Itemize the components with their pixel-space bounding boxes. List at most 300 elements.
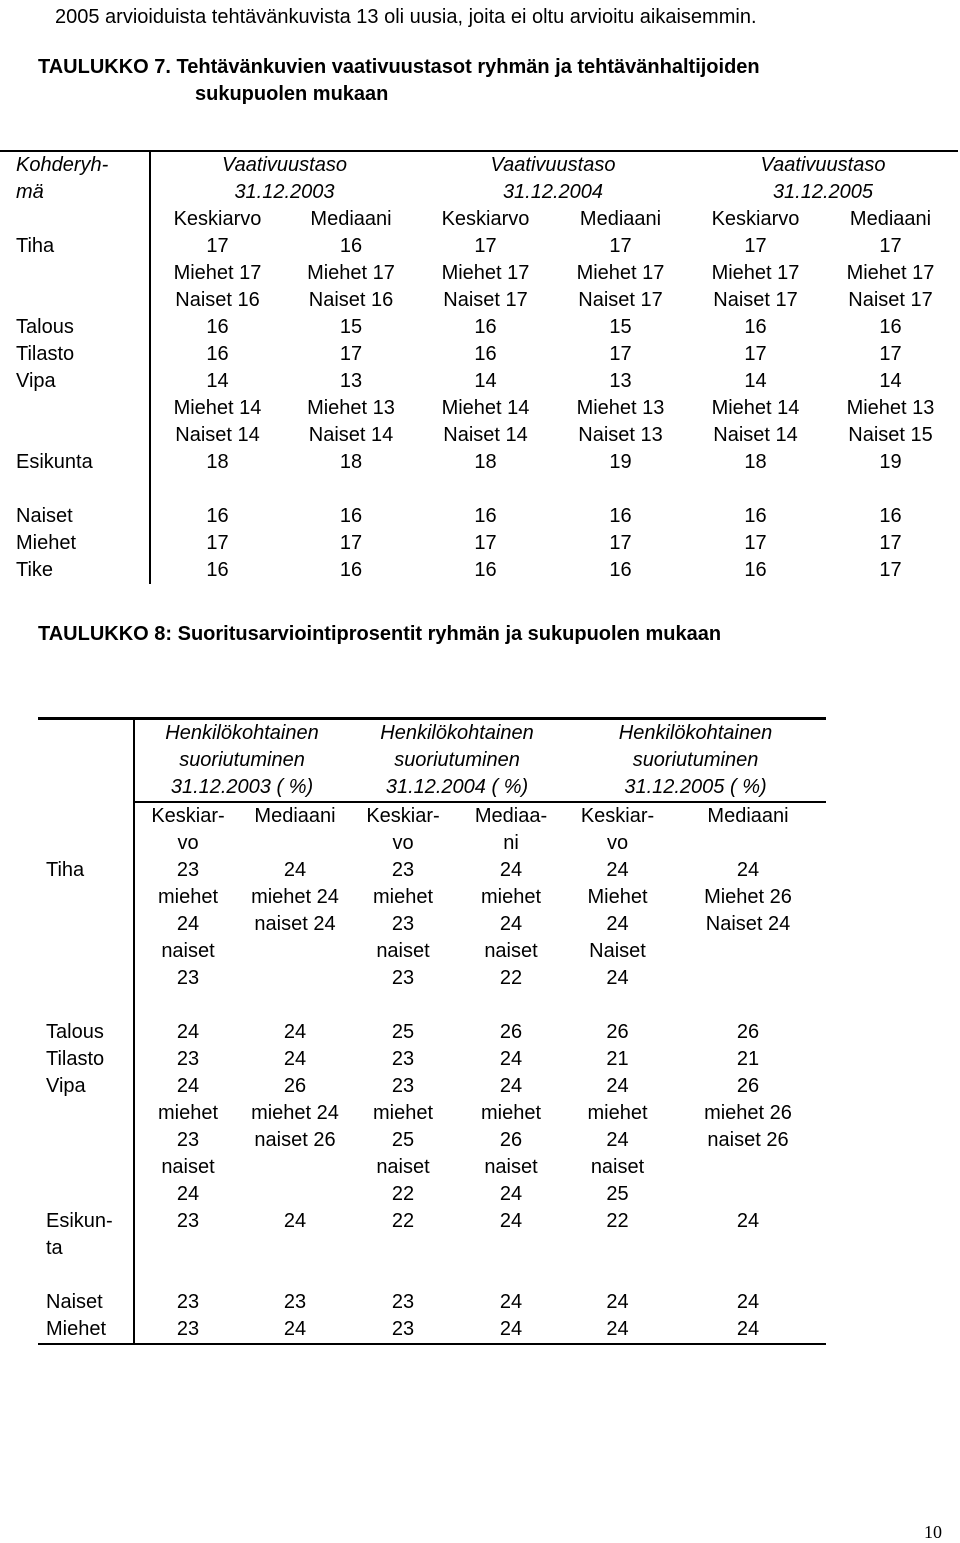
table8-row [38, 1235, 826, 1262]
table8-cell: naiset [484, 1156, 538, 1178]
table7-cell: 16 [339, 559, 363, 581]
table8-row-label [38, 1127, 134, 1154]
table7-col-header: Keskiarvo [173, 208, 262, 230]
table7-row-label: Tilasto [0, 341, 150, 368]
table8-row [38, 1289, 826, 1316]
table7-cell: Naiset 17 [578, 289, 663, 311]
table7-period-date: 31.12.2004 [502, 181, 604, 203]
table7-cell: Miehet 14 [711, 397, 800, 419]
table7-caption [38, 54, 918, 108]
table8-cell: 23 [176, 967, 200, 989]
table8-cell: 24 [283, 1210, 307, 1232]
table8-cell [241, 992, 349, 1019]
table8-empty-label [38, 802, 134, 830]
table7-cell [553, 476, 688, 503]
table7-cell: 17 [879, 532, 902, 554]
table7-cell: 18 [339, 451, 363, 473]
table8-cell [457, 1262, 565, 1289]
table7-cell: Miehet 17 [307, 262, 395, 284]
table7-period-date: 31.12.2005 [772, 181, 874, 203]
table7-cell: 16 [339, 505, 363, 527]
table8-col-header [670, 830, 826, 857]
table8-cell [349, 1262, 457, 1289]
table8-cell: 25 [606, 1183, 629, 1205]
table8-row [38, 992, 826, 1019]
table8-cell: 26 [736, 1075, 760, 1097]
table8-period-label: suoriutuminen [632, 749, 759, 771]
table8-row [38, 1262, 826, 1289]
table8-cell: 25 [391, 1021, 415, 1043]
table8-cell [670, 938, 826, 965]
table7-cell: 16 [206, 316, 229, 338]
table8-cell [670, 1235, 826, 1262]
table8-row-label [38, 884, 134, 911]
table7-cell: 18 [744, 451, 767, 473]
table8-cell: miehet [587, 1102, 648, 1124]
table7-row [0, 557, 958, 584]
table8-cell: 22 [391, 1210, 415, 1232]
table7-group-header-cont: mä [0, 179, 150, 206]
table8-cell: miehet 24 [251, 1102, 339, 1124]
table8-cell: 22 [499, 967, 523, 989]
table7-cell: Naiset 15 [848, 424, 933, 446]
table8-row [38, 857, 826, 884]
table7-cell: Miehet 17 [441, 262, 530, 284]
table7-cell: 16 [879, 505, 902, 527]
table7-row-label [0, 422, 150, 449]
table8-cell: naiset [376, 1156, 430, 1178]
table8-cell: miehet 26 [704, 1102, 792, 1124]
table8-caption: TAULUKKO 8: Suoritusarviointiprosentit ryhmän ja sukupuolen mukaan [38, 623, 722, 645]
table7-period-label: Vaativuustaso [490, 154, 616, 176]
table8-col-header: vo [177, 832, 199, 854]
table7-header-row-2 [0, 179, 958, 206]
table8-cell [565, 992, 670, 1019]
table8-cell [241, 1262, 349, 1289]
table7-cell: 17 [609, 235, 632, 257]
table7-cell: 16 [744, 505, 767, 527]
table7-row [0, 260, 958, 287]
table7-cell: 19 [609, 451, 632, 473]
table8-cell: 26 [499, 1021, 523, 1043]
table8-row [38, 1100, 826, 1127]
table8-row [38, 1073, 826, 1100]
table8-period-label: Henkilökohtainen [618, 722, 773, 744]
table7-cell: 16 [206, 559, 229, 581]
table8-cell [134, 1235, 241, 1262]
table8-col-header: vo [392, 832, 414, 854]
table8-row-label [38, 1181, 134, 1208]
table8-cell: 23 [391, 1048, 415, 1070]
table8-cell: 24 [670, 1316, 826, 1344]
table7-cell: 17 [474, 235, 497, 257]
intro-paragraph: 2005 arvioiduista tehtävänkuvista 13 oli uusia, joita ei oltu arvioitu aikaisemmin. [55, 6, 757, 28]
table7-cell: 17 [339, 343, 363, 365]
table8-cell [241, 1235, 349, 1262]
table8-row [38, 1046, 826, 1073]
table8-cell: 24 [457, 1316, 565, 1344]
table7-cell: 17 [206, 235, 229, 257]
table7-row [0, 503, 958, 530]
table8-cell [670, 1154, 826, 1181]
table8-cell: 24 [736, 1210, 760, 1232]
table7-row-label [0, 260, 150, 287]
table8-cell: 22 [606, 1210, 629, 1232]
table8-cell: 24 [283, 859, 307, 881]
table7-header-row-1 [0, 151, 958, 179]
table8-row-label [38, 938, 134, 965]
table7-cell: 16 [339, 235, 363, 257]
table7-cell: 16 [744, 559, 767, 581]
table7-row [0, 395, 958, 422]
table7-cell: Naiset 14 [175, 424, 260, 446]
table7-cell: 17 [339, 532, 363, 554]
table7 [0, 150, 958, 584]
table8-cell: naiset 26 [254, 1129, 336, 1151]
table8-cell: miehet [480, 886, 542, 908]
table7-cell: 16 [474, 505, 497, 527]
table7-cell: Miehet 14 [173, 397, 262, 419]
table8-cell: naiset 26 [707, 1129, 789, 1151]
table8-cell: 24 [176, 1183, 200, 1205]
table7-row [0, 368, 958, 395]
table8-cell [670, 992, 826, 1019]
table8-cell: miehet [157, 886, 219, 908]
table8-cell: Naiset [589, 940, 646, 962]
table8-cell: naiset [484, 940, 538, 962]
table8-cell [565, 1235, 670, 1262]
table8-cell: 24 [283, 1048, 307, 1070]
table8-empty-label [38, 830, 134, 857]
table8-cell: 26 [606, 1021, 629, 1043]
table8-cell: 24 [176, 1075, 200, 1097]
table8-col-header: ni [503, 832, 519, 854]
table8-cell: Miehet [587, 886, 648, 908]
table7-row [0, 233, 958, 260]
table7-cell: 15 [339, 316, 363, 338]
table7-cell: 16 [474, 559, 497, 581]
table7-cell: 17 [744, 532, 767, 554]
table8-cell [241, 965, 349, 992]
table8-cell: 24 [499, 1048, 523, 1070]
table7-row [0, 476, 958, 503]
table8-row [38, 938, 826, 965]
table8-cell: miehet [157, 1102, 219, 1124]
table7-cell: Miehet 17 [846, 262, 935, 284]
table8-cell: 24 [499, 1291, 523, 1313]
table7-row [0, 422, 958, 449]
table8-cell [457, 992, 565, 1019]
table8-cell: miehet [372, 1102, 434, 1124]
table7-cell: 13 [339, 370, 363, 392]
table8-cell: 24 [565, 1316, 670, 1344]
table7-cell: 19 [879, 451, 902, 473]
table7-cell: 17 [744, 235, 767, 257]
table8-cell [349, 992, 457, 1019]
table8-row [38, 1019, 826, 1046]
table7-cell: 14 [206, 370, 229, 392]
table8-cell: Miehet 26 [704, 886, 792, 908]
table8-header-row-1 [38, 719, 826, 748]
table7-cell: 18 [474, 451, 497, 473]
table8-row [38, 965, 826, 992]
table7-row-label: Tike [0, 557, 150, 584]
table7-cell: 17 [879, 235, 902, 257]
table8-cell [670, 1181, 826, 1208]
table8-cell [134, 1262, 241, 1289]
table8-cell: 23 [176, 1291, 200, 1313]
table8-row-label: Tilasto [38, 1046, 134, 1073]
table8-cell [241, 1154, 349, 1181]
table7-cell: 14 [474, 370, 497, 392]
table7-cell [688, 476, 823, 503]
table7-cell: 17 [879, 559, 902, 581]
table7-cell: 16 [474, 316, 497, 338]
table8-cell: 24 [606, 967, 629, 989]
table8-col-header-row-1 [38, 802, 826, 830]
table7-cell: 17 [474, 532, 497, 554]
table7-col-header: Mediaani [310, 208, 392, 230]
table7-cell: Miehet 17 [576, 262, 665, 284]
table8-row-label [38, 1100, 134, 1127]
table8-cell: 21 [606, 1048, 629, 1070]
table8-cell: 21 [736, 1048, 760, 1070]
table7-cell: 17 [744, 343, 767, 365]
table8-col-header: Mediaa- [474, 805, 548, 827]
table8-cell: 23 [391, 1075, 415, 1097]
table8-cell: naiset 24 [254, 913, 336, 935]
table8-cell: Naiset 24 [705, 913, 791, 935]
table8-cell: 24 [176, 1021, 200, 1043]
table7-row [0, 287, 958, 314]
table7-col-header: Keskiarvo [711, 208, 800, 230]
table8-cell: 23 [391, 913, 415, 935]
table7-row [0, 449, 958, 476]
table8-row [38, 1127, 826, 1154]
table7-cell: 13 [609, 370, 632, 392]
table8-cell [670, 1262, 826, 1289]
table8-col-header: vo [606, 832, 629, 854]
table7-row-label: Talous [0, 314, 150, 341]
table7-cell: 16 [206, 343, 229, 365]
table8-row-label: Naiset [38, 1289, 134, 1316]
table8-cell: 23 [176, 1129, 200, 1151]
table7-cell: 17 [609, 532, 632, 554]
table8-row [38, 1208, 826, 1235]
table8-row-label: Vipa [38, 1073, 134, 1100]
page-number: 10 [924, 1522, 942, 1542]
table8-period-label: Henkilökohtainen [380, 722, 534, 744]
table8-row-label [38, 965, 134, 992]
table7-cell: Naiset 14 [308, 424, 394, 446]
table8-cell: miehet [372, 886, 434, 908]
table7-cell: 16 [744, 316, 767, 338]
table8-row-label [38, 1262, 134, 1289]
table8-row-label: Tiha [38, 857, 134, 884]
table8-cell: 24 [736, 859, 760, 881]
table8-cell: 24 [736, 1291, 760, 1313]
table8-cell: 24 [176, 913, 200, 935]
table8-cell: 23 [176, 859, 200, 881]
table8-row-label [38, 992, 134, 1019]
table7-cell: 17 [206, 532, 229, 554]
table7-empty-label [0, 206, 150, 233]
table7-cell: Naiset 14 [713, 424, 798, 446]
table8-empty-label [38, 774, 134, 802]
table7-cell: Naiset 14 [443, 424, 528, 446]
table7-row-label: Naiset [0, 503, 150, 530]
table8-row [38, 911, 826, 938]
table8-row-label: Talous [38, 1019, 134, 1046]
table8-cell: 24 [499, 1210, 523, 1232]
table8-cell: 24 [606, 1129, 629, 1151]
table8-cell [241, 1181, 349, 1208]
table7-cell: 16 [206, 505, 229, 527]
table8-row-label: Miehet [38, 1316, 134, 1344]
table7-cell: 14 [744, 370, 767, 392]
table8-col-header: Keskiar- [366, 805, 440, 827]
table8-col-header: Mediaani [707, 805, 789, 827]
table7-row [0, 314, 958, 341]
table7-cell [418, 476, 553, 503]
table8-row [38, 1181, 826, 1208]
table8-cell: 23 [283, 1291, 307, 1313]
table7-row-label [0, 476, 150, 503]
table8-cell: naiset [161, 1156, 215, 1178]
table7-cell: Naiset 13 [578, 424, 663, 446]
table7-cell: Naiset 17 [443, 289, 528, 311]
table8-cell: 24 [499, 1075, 523, 1097]
table8-cell: 24 [606, 859, 629, 881]
table8-row-label [38, 1154, 134, 1181]
table8-cell: 24 [499, 1183, 523, 1205]
table7-row-label: Miehet [0, 530, 150, 557]
table8-cell: 24 [499, 859, 523, 881]
table8-row [38, 1154, 826, 1181]
table7-cell: 16 [474, 343, 497, 365]
table7-cell: Naiset 17 [713, 289, 798, 311]
table8-cell: 23 [134, 1316, 241, 1344]
table8-cell: 23 [176, 1048, 200, 1070]
table7-col-header: Mediaani [579, 208, 662, 230]
table7-cell: Naiset 16 [308, 289, 394, 311]
table8-cell: 26 [736, 1021, 760, 1043]
table7-row-label: Vipa [0, 368, 150, 395]
table7-period-label: Vaativuustaso [222, 154, 347, 176]
table7-cell: 14 [879, 370, 902, 392]
table7-col-header: Keskiarvo [441, 208, 530, 230]
table7-cell: Miehet 17 [711, 262, 800, 284]
table7-cell: Miehet 13 [846, 397, 935, 419]
table8-col-header: Keskiar- [580, 805, 655, 827]
table7-period-date: 31.12.2003 [234, 181, 335, 203]
table7-row-label: Tiha [0, 233, 150, 260]
table7-cell: Naiset 16 [175, 289, 260, 311]
table7-cell: 17 [609, 343, 632, 365]
table8-col-header-row-2 [38, 830, 826, 857]
table8-cell: 23 [391, 1291, 415, 1313]
table8-empty-label [38, 747, 134, 774]
table8-period-label: suoriutuminen [179, 749, 305, 771]
table8-cell: 23 [349, 1316, 457, 1344]
table7-cell: Naiset 17 [848, 289, 933, 311]
table8-cell [565, 1262, 670, 1289]
table8-row-label: ta [38, 1235, 134, 1262]
table8-cell [457, 1235, 565, 1262]
table8-cell: naiset [161, 940, 215, 962]
table7-row [0, 530, 958, 557]
table8-header-row-2 [38, 747, 826, 774]
table7-row [0, 341, 958, 368]
table8-cell [134, 992, 241, 1019]
table7-row-label: Esikunta [0, 449, 150, 476]
table8-cell [241, 938, 349, 965]
table8-col-header: Keskiar- [151, 805, 225, 827]
table8-cell: 22 [391, 1183, 415, 1205]
table8-cell: 24 [606, 913, 629, 935]
table8-cell: 24 [241, 1316, 349, 1344]
table8-cell: 25 [391, 1129, 415, 1151]
table7-col-header: Mediaani [849, 208, 932, 230]
table7-cell: Miehet 13 [576, 397, 665, 419]
table8-cell [670, 965, 826, 992]
table7-cell: 16 [609, 559, 632, 581]
table7-cell: 16 [609, 505, 632, 527]
table8-period-date: 31.12.2004 ( %) [349, 774, 565, 802]
table7-cell [823, 476, 958, 503]
table7-row-label [0, 395, 150, 422]
table8-cell: 26 [283, 1075, 307, 1097]
table8-row-label: Esikun- [38, 1208, 134, 1235]
table8-cell: miehet 24 [251, 886, 339, 908]
table8-empty-label [38, 719, 134, 748]
table7-cell: 18 [206, 451, 229, 473]
table8 [38, 717, 826, 1345]
table7-group-header: Kohderyh- [0, 151, 150, 179]
table8-cell: miehet [480, 1102, 542, 1124]
table7-caption-line1: TAULUKKO 7. Tehtävänkuvien vaativuustasot ryhmän ja tehtävänhaltijoiden [38, 56, 760, 78]
table7-col-header-row [0, 206, 958, 233]
table8-cell: naiset [590, 1156, 645, 1178]
table7-cell: Miehet 13 [307, 397, 395, 419]
table8-header-row-3 [38, 774, 826, 802]
table8-cell: 23 [391, 859, 415, 881]
table8-period-date: 31.12.2003 ( %) [134, 774, 349, 802]
table8-cell [349, 1235, 457, 1262]
table8-cell: 24 [606, 1075, 629, 1097]
table7-period-label: Vaativuustaso [760, 154, 886, 176]
table8-row-label [38, 911, 134, 938]
table8-cell: 24 [499, 913, 523, 935]
table8-cell: 23 [391, 967, 415, 989]
table7-row-label [0, 287, 150, 314]
table8-period-label: suoriutuminen [394, 749, 520, 771]
table7-cell: 15 [609, 316, 632, 338]
table8-period-date: 31.12.2005 ( %) [565, 774, 826, 802]
table7-cell [284, 476, 418, 503]
table8-row [38, 884, 826, 911]
table8-cell: 24 [606, 1291, 629, 1313]
table8-col-header [241, 830, 349, 857]
table7-cell: 16 [879, 316, 902, 338]
table8-cell: 23 [176, 1210, 200, 1232]
table7-cell: 17 [879, 343, 902, 365]
table7-cell: Miehet 14 [441, 397, 530, 419]
table7-cell: Miehet 17 [173, 262, 262, 284]
table8-col-header: Mediaani [254, 805, 336, 827]
table8-cell: 24 [283, 1021, 307, 1043]
table8-cell: 26 [499, 1129, 523, 1151]
